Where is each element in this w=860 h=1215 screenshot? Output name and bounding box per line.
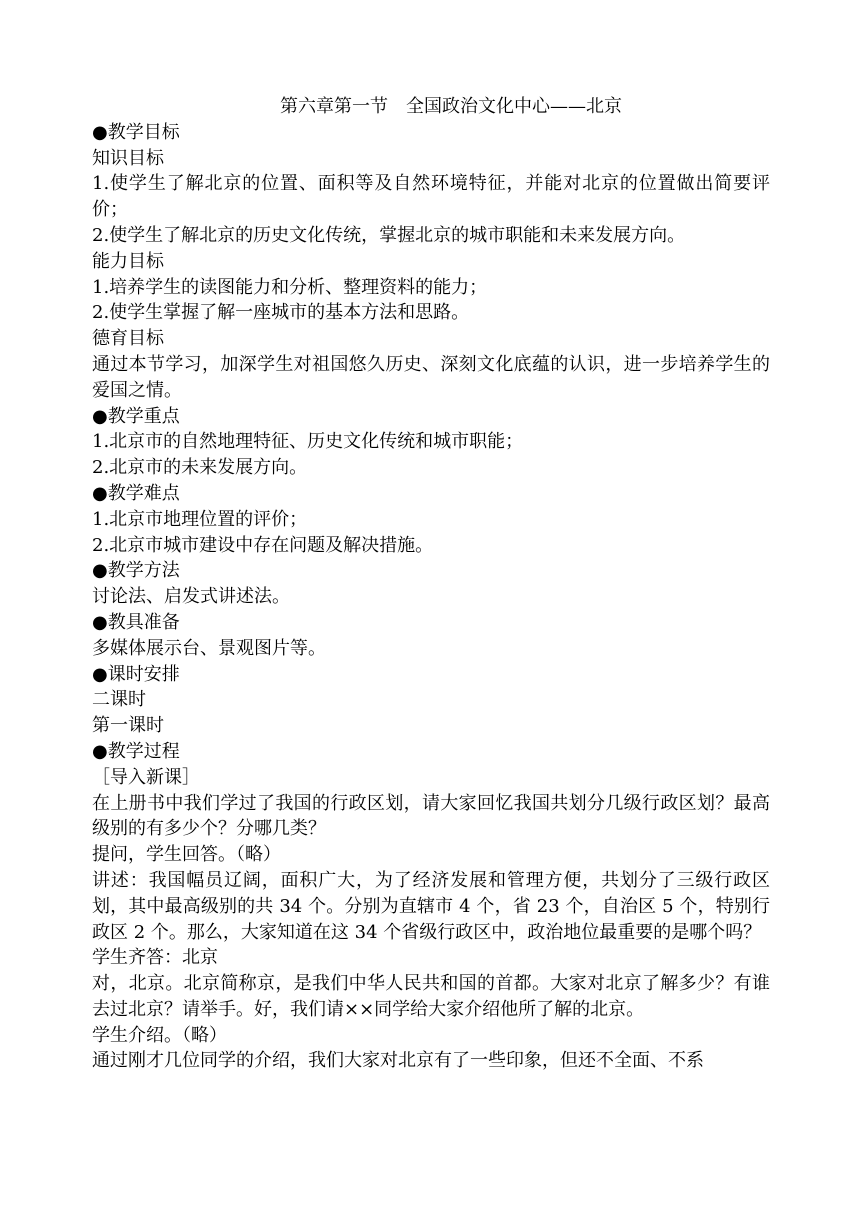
- document-paragraph: ●教具准备: [92, 611, 180, 633]
- document-paragraph: 讨论法、启发式讲述法。: [92, 586, 290, 608]
- document-paragraph: 2.使学生了解北京的历史文化传统，掌握北京的城市职能和未来发展方向。: [92, 224, 686, 246]
- document-paragraph: ［导入新课］: [92, 766, 200, 788]
- document-title: 第六章第一节 全国政治文化中心——北京: [280, 96, 622, 117]
- document-paragraph: 第一课时: [92, 715, 164, 737]
- document-paragraph: 2.北京市城市建设中存在问题及解决措施。: [92, 534, 434, 556]
- document-paragraph: 讲述：我国幅员辽阔，面积广大，为了经济发展和管理方便，共划分了三级行政区划，其中最高级别的共 34 个。分别为直辖市 4 个，省 23 个，自治区 5 个，特别行政区 2 个。那么，大家知道在这 34 个省级行政区中，政治地位最重要的是哪个吗？: [92, 869, 770, 943]
- document-paragraph: ●教学目标: [92, 121, 180, 143]
- document-paragraph: 提问，学生回答。（略）: [92, 844, 281, 866]
- document-paragraph: 1.北京市地理位置的评价；: [92, 508, 308, 530]
- document-body: [92, 120, 770, 1074]
- document-paragraph: ●课时安排: [92, 663, 180, 685]
- document-paragraph: 通过本节学习，加深学生对祖国悠久历史、深刻文化底蕴的认识，进一步培养学生的爱国之情。: [92, 353, 770, 401]
- document-paragraph: 德育目标: [92, 328, 164, 350]
- document-paragraph: 多媒体展示台、景观图片等。: [92, 637, 326, 659]
- document-paragraph: 对，北京。北京简称京，是我们中华人民共和国的首都。大家对北京了解多少？有谁去过北京？请举手。好，我们请××同学给大家介绍他所了解的北京。: [92, 973, 770, 1020]
- document-paragraph: 2.北京市的未来发展方向。: [92, 457, 308, 479]
- document-paragraph: 1.北京市的自然地理特征、历史文化传统和城市职能；: [92, 431, 524, 453]
- document-page: [92, 94, 770, 1074]
- document-paragraph: 1.使学生了解北京的位置、面积等及自然环境特征，并能对北京的位置做出简要评价；: [92, 173, 770, 221]
- document-paragraph: ●教学方法: [92, 560, 180, 582]
- document-paragraph: 通过刚才几位同学的介绍，我们大家对北京有了一些印象，但还不全面、不系: [92, 1050, 704, 1072]
- document-paragraph: 2.使学生掌握了解一座城市的基本方法和思路。: [92, 302, 470, 324]
- document-paragraph: 学生齐答：北京: [92, 947, 218, 969]
- document-paragraph: 1.培养学生的读图能力和分析、整理资料的能力；: [92, 276, 488, 298]
- document-paragraph: 知识目标: [92, 147, 164, 169]
- document-paragraph: 二课时: [92, 689, 146, 711]
- document-paragraph: ●教学过程: [92, 740, 180, 762]
- document-paragraph: 能力目标: [92, 250, 164, 272]
- document-paragraph: 学生介绍。（略）: [92, 1024, 227, 1046]
- document-paragraph: 在上册书中我们学过了我国的行政区划，请大家回忆我国共划分几级行政区划？最高级别的有多少个？分哪几类？: [92, 792, 770, 840]
- document-paragraph: ●教学重点: [92, 405, 180, 427]
- document-paragraph: ●教学难点: [92, 482, 180, 504]
